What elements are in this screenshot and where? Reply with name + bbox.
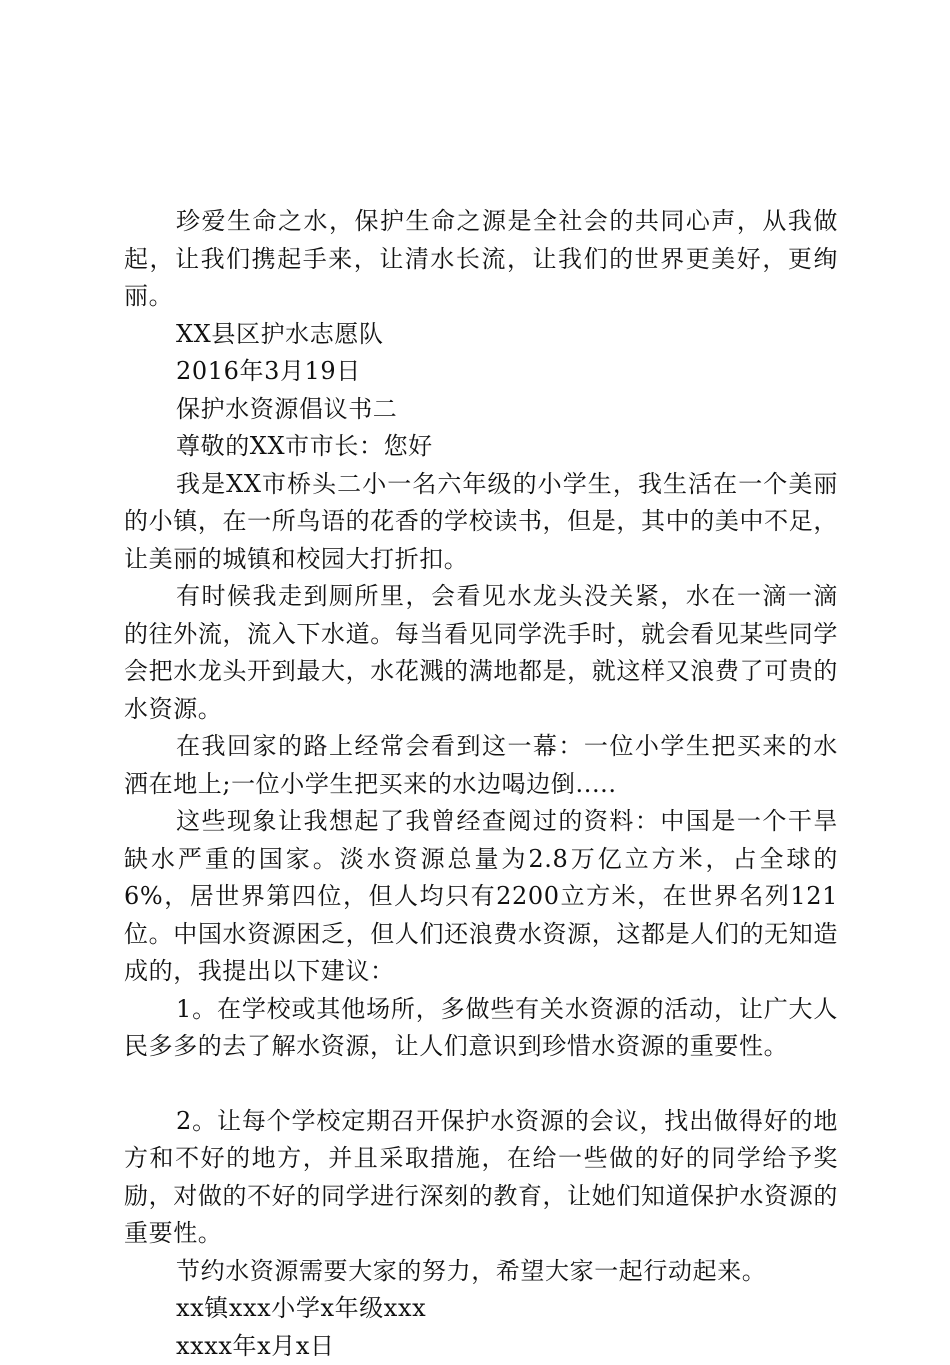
street-scene-paragraph: 在我回家的路上经常会看到这一幕：一位小学生把买来的水洒在地上;一位小学生把买来的水边喝边倒.....: [124, 728, 838, 803]
signature-organization: XX县区护水志愿队: [124, 316, 838, 354]
observation-paragraph: 有时候我走到厕所里，会看见水龙头没关紧，水在一滴一滴的往外流，流入下水道。每当看见同学洗手时，就会看见某些同学会把水龙头开到最大，水花溅的满地都是，就这样又浪费了可贵的水资源。: [124, 578, 838, 728]
document-body: [124, 203, 838, 1365]
signature-date: 2016年3月19日: [124, 353, 838, 391]
facts-paragraph: 这些现象让我想起了我曾经查阅过的资料：中国是一个干旱缺水严重的国家。淡水资源总量为2.8万亿立方米，占全球的6%，居世界第四位，但人均只有2200立方米，在世界名列121位。中国水资源困乏，但人们还浪费水资源，这都是人们的无知造成的，我提出以下建议：: [124, 803, 838, 991]
intro-paragraph: 我是XX市桥头二小一名六年级的小学生，我生活在一个美丽的小镇，在一所鸟语的花香的学校读书，但是，其中的美中不足，让美丽的城镇和校园大打折扣。: [124, 466, 838, 579]
salutation: 尊敬的XX市市长：您好: [124, 428, 838, 466]
suggestion-two: 2。让每个学校定期召开保护水资源的会议，找出做得好的地方和不好的地方，并且采取措施，在给一些做的好的同学给予奖励，对做的不好的同学进行深刻的教育，让她们知道保护水资源的重要性。: [124, 1103, 838, 1253]
paragraph-spacer: [124, 1066, 838, 1103]
section-title: 保护水资源倡议书二: [124, 391, 838, 429]
suggestion-one: 1。在学校或其他场所，多做些有关水资源的活动，让广大人民多多的去了解水资源，让人们意识到珍惜水资源的重要性。: [124, 991, 838, 1066]
call-to-action: 节约水资源需要大家的努力，希望大家一起行动起来。: [124, 1253, 838, 1291]
signature-student: xx镇xxx小学x年级xxx: [124, 1290, 838, 1328]
closing-paragraph: 珍爱生命之水，保护生命之源是全社会的共同心声，从我做起，让我们携起手来，让清水长流，让我们的世界更美好，更绚丽。: [124, 203, 838, 316]
signature-letter-date: xxxx年x月x日: [124, 1328, 838, 1365]
